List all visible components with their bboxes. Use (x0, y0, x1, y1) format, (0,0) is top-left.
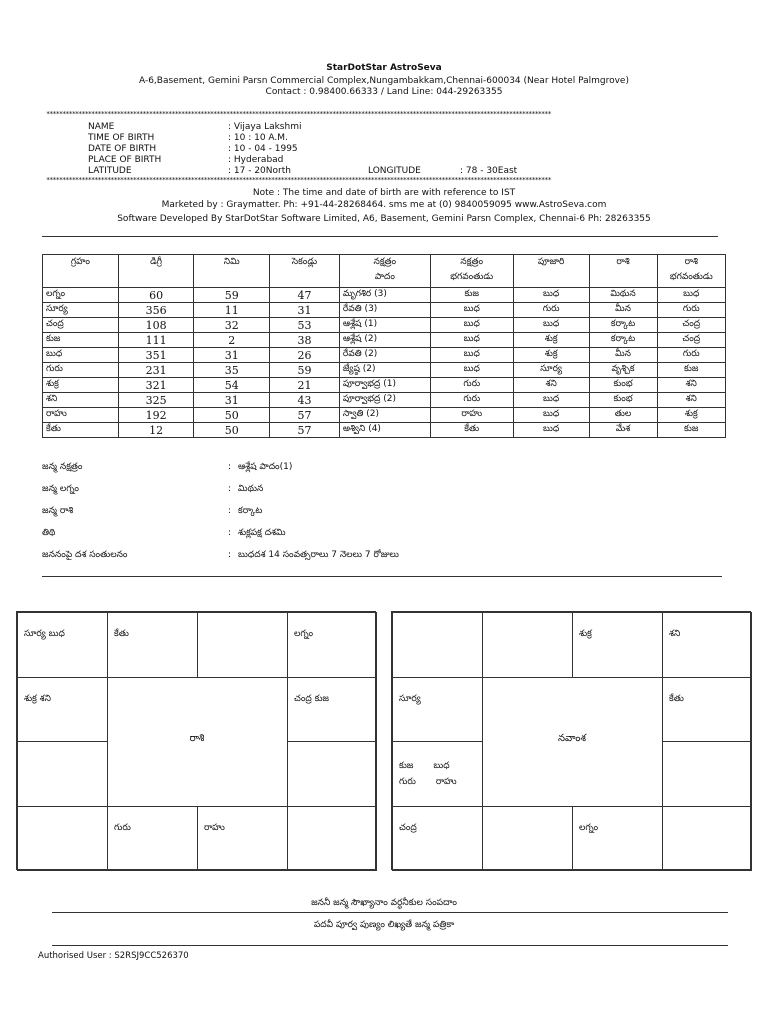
table-cell: 57 (270, 423, 340, 438)
authorised-user: Authorised User : S2RSJ9CC526370 (38, 951, 189, 961)
summary-colon: : (228, 462, 232, 472)
table-cell: కర్కాట (589, 333, 657, 348)
column-header: నిమి (194, 255, 270, 288)
summary-label: జననంపై దశ సంతులనం (42, 550, 128, 560)
table-cell: బుధ (657, 288, 725, 303)
table-cell: రాహు (430, 408, 513, 423)
table-cell: 111 (118, 333, 194, 348)
rasi-house-7 (17, 741, 108, 807)
divider (42, 236, 718, 237)
table-cell: శుక్ర (513, 333, 589, 348)
table-cell: మీన (589, 348, 657, 363)
table-cell: బుధ (430, 363, 513, 378)
rasi-chart (16, 611, 376, 870)
table-cell: 31 (194, 393, 270, 408)
divider (52, 912, 728, 913)
summary-colon: : (228, 484, 232, 494)
rasi-house-5: శుక్ర శని (17, 677, 108, 742)
column-header: నక్షత్రం భగవంతుడు (430, 255, 513, 288)
lon-label: LONGITUDE (368, 166, 421, 176)
divider (42, 576, 722, 577)
table-cell: బుధ (513, 393, 589, 408)
summary-label: జన్మ రాశి (42, 506, 74, 516)
table-row (43, 423, 726, 438)
navamsa-house-9: చంద్ర (392, 806, 483, 871)
table-cell: సూర్య (43, 303, 119, 318)
sloka-line-1: జననీ జన్మ సౌఖ్యానాం వర్ధనీకుల సంపదాం (311, 898, 457, 908)
column-header: పూజారి (513, 255, 589, 288)
rasi-title: రాశి (189, 733, 205, 744)
table-cell: మిథున (589, 288, 657, 303)
table-cell: శుక్ర (513, 348, 589, 363)
name-value: : Vijaya Lakshmi (228, 122, 302, 132)
table-cell: 21 (270, 378, 340, 393)
table-cell: తుల (589, 408, 657, 423)
table-cell: 108 (118, 318, 194, 333)
rasi-house-2: కేతు (107, 612, 198, 678)
separator-bottom: ************************************************************************************************************************************************************* (46, 176, 551, 184)
table-cell: గురు (657, 348, 725, 363)
table-cell: గురు (430, 393, 513, 408)
table-cell: ఆశ్లేష (2) (339, 333, 430, 348)
marketed-by: Marketed by : Graymatter. Ph: +91-44-28268464. sms me at (0) 9840059095 www.AstroSeva.com (161, 200, 607, 210)
table-cell: 321 (118, 378, 194, 393)
tob-label: TIME OF BIRTH (88, 133, 155, 143)
table-cell: 57 (270, 408, 340, 423)
table-cell: బుధ (513, 423, 589, 438)
table-cell: శని (657, 393, 725, 408)
company-address: A-6,Basement, Gemini Parsn Commercial Complex,Nungambakkam,Chennai-600034 (Near Hotel Palmgrove) (139, 76, 629, 86)
divider (52, 945, 728, 946)
table-cell: మేశ (589, 423, 657, 438)
table-cell: మృగశిర (3) (339, 288, 430, 303)
summary-label: జన్మ లగ్నం (42, 484, 79, 494)
table-cell: 192 (118, 408, 194, 423)
table-cell: 60 (118, 288, 194, 303)
navamsa-title: నవాంశ (558, 733, 586, 744)
table-cell: 31 (194, 348, 270, 363)
table-cell: 47 (270, 288, 340, 303)
table-cell: పూర్వాభద్ర (2) (339, 393, 430, 408)
table-cell: 231 (118, 363, 194, 378)
pob-label: PLACE OF BIRTH (88, 155, 162, 165)
navamsa-house-10 (482, 806, 573, 871)
navamsa-house-6: కేతు (662, 677, 752, 742)
table-cell: 325 (118, 393, 194, 408)
table-cell: బుధ (430, 303, 513, 318)
table-cell: 11 (194, 303, 270, 318)
rasi-house-4: లగ్నం (287, 612, 377, 678)
table-cell: బుధ (43, 348, 119, 363)
table-cell: 32 (194, 318, 270, 333)
navamsa-house-3: శుక్ర (572, 612, 663, 678)
table-cell: లగ్నం (43, 288, 119, 303)
lat-value: : 17 - 20North (228, 166, 291, 176)
table-cell: గురు (43, 363, 119, 378)
table-cell: 59 (270, 363, 340, 378)
table-cell: వృశ్చిక (589, 363, 657, 378)
table-cell: చంద్ర (43, 318, 119, 333)
table-cell: కుజ (430, 288, 513, 303)
summary-value: మిథున (238, 484, 264, 494)
table-cell: గురు (657, 303, 725, 318)
table-cell: బుధ (430, 318, 513, 333)
table-row (43, 378, 726, 393)
navamsa-house-8 (662, 741, 752, 807)
table-cell: 351 (118, 348, 194, 363)
rasi-house-3 (197, 612, 288, 678)
sloka-line-2: పదవీ పూర్వ పుణ్యం లిఖ్యతే జన్మ పత్రికా (313, 920, 455, 930)
table-cell: కుజ (43, 333, 119, 348)
summary-colon: : (228, 506, 232, 516)
software-credit: Software Developed By StarDotStar Software Limited, A6, Basement, Gemini Parsn Complex, Chennai-6 Ph: 28263355 (117, 214, 651, 224)
column-header: గ్రహం (43, 255, 119, 288)
table-cell: శుక్ర (657, 408, 725, 423)
table-cell: కుజ (657, 363, 725, 378)
table-cell: జ్యేష్ఠ (2) (339, 363, 430, 378)
table-row (43, 393, 726, 408)
table-cell: బుధ (430, 348, 513, 363)
table-row (43, 333, 726, 348)
table-cell: శని (657, 378, 725, 393)
table-cell: కేతు (43, 423, 119, 438)
summary-colon: : (228, 550, 232, 560)
table-cell: చంద్ర (657, 333, 725, 348)
table-cell: బుధ (430, 333, 513, 348)
column-header: డిగ్రీ (118, 255, 194, 288)
navamsa-house-4: శని (662, 612, 752, 678)
planet-position-table (42, 254, 726, 438)
rasi-house-6: చంద్ర కుజ (287, 677, 377, 742)
table-cell: ఆశ్లేష (1) (339, 318, 430, 333)
table-cell: సూర్య (513, 363, 589, 378)
lon-value: : 78 - 30East (460, 166, 518, 176)
rasi-house-9 (17, 806, 108, 871)
dob-value: : 10 - 04 - 1995 (228, 144, 298, 154)
summary-value: బుధదశ 14 సంవత్సరాలు 7 నెలలు 7 రోజులు (238, 550, 399, 560)
pob-value: : Hyderabad (228, 155, 284, 165)
column-header: నక్షత్రం పాదం (339, 255, 430, 288)
table-cell: రేవతి (2) (339, 348, 430, 363)
navamsa-house-5: సూర్య (392, 677, 483, 742)
table-cell: కుంభ (589, 378, 657, 393)
table-row (43, 408, 726, 423)
column-header: సెకండ్లు (270, 255, 340, 288)
rasi-house-11: రాహు (197, 806, 288, 871)
table-row (43, 363, 726, 378)
navamsa-house-11: లగ్నం (572, 806, 663, 871)
table-row (43, 348, 726, 363)
table-cell: శని (43, 393, 119, 408)
table-cell: కేతు (430, 423, 513, 438)
rasi-house-1: సూర్య బుధ (17, 612, 108, 678)
table-cell: 50 (194, 423, 270, 438)
table-cell: 26 (270, 348, 340, 363)
table-cell: బుధ (513, 408, 589, 423)
table-row (43, 288, 726, 303)
dob-label: DATE OF BIRTH (88, 144, 157, 154)
table-cell: కుజ (657, 423, 725, 438)
tob-value: : 10 : 10 A.M. (228, 133, 288, 143)
summary-value: శుక్లపక్ష దశమి (238, 528, 286, 538)
table-cell: 35 (194, 363, 270, 378)
table-cell: 38 (270, 333, 340, 348)
navamsa-house-12 (662, 806, 752, 871)
table-row (43, 318, 726, 333)
summary-value: ఆశ్లేష పాదం(1) (238, 462, 293, 472)
table-cell: శని (513, 378, 589, 393)
table-cell: 59 (194, 288, 270, 303)
rasi-house-10: గురు (107, 806, 198, 871)
table-cell: అశ్విని (4) (339, 423, 430, 438)
table-cell: శుక్ర (43, 378, 119, 393)
table-cell: బుధ (513, 318, 589, 333)
table-cell: చంద్ర (657, 318, 725, 333)
rasi-house-8 (287, 741, 377, 807)
column-header: రాశి (589, 255, 657, 288)
ist-note: Note : The time and date of birth are with reference to IST (252, 188, 516, 198)
table-cell: రేవతి (3) (339, 303, 430, 318)
table-cell: మీన (589, 303, 657, 318)
separator-top: ************************************************************************************************************************************************************* (46, 110, 551, 118)
navamsa-house-1 (392, 612, 483, 678)
lat-label: LATITUDE (88, 166, 132, 176)
table-cell: 31 (270, 303, 340, 318)
table-cell: 50 (194, 408, 270, 423)
table-cell: పూర్వాభద్ర (1) (339, 378, 430, 393)
column-header: రాశి భగవంతుడు (657, 255, 725, 288)
table-cell: 43 (270, 393, 340, 408)
summary-value: కర్కాట (238, 506, 263, 516)
table-cell: గురు (430, 378, 513, 393)
name-label: NAME (88, 122, 115, 132)
table-cell: గురు (513, 303, 589, 318)
table-cell: స్వాతి (2) (339, 408, 430, 423)
summary-label: తిథి (42, 528, 56, 538)
table-cell: రాహు (43, 408, 119, 423)
table-row (43, 303, 726, 318)
company-contact: Contact : 0.98400.66333 / Land Line: 044-29263355 (265, 87, 503, 97)
table-cell: 356 (118, 303, 194, 318)
table-cell: 53 (270, 318, 340, 333)
rasi-house-12 (287, 806, 377, 871)
company-name: StarDotStar AstroSeva (326, 63, 442, 73)
summary-colon: : (228, 528, 232, 538)
table-cell: బుధ (513, 288, 589, 303)
table-cell: 54 (194, 378, 270, 393)
table-cell: కుంభ (589, 393, 657, 408)
navamsa-house-2 (482, 612, 573, 678)
table-header-row (43, 255, 726, 288)
table-cell: 12 (118, 423, 194, 438)
navamsa-house-7: కుజ బుధ గురు రాహు (392, 741, 483, 807)
navamsa-chart (391, 611, 751, 870)
summary-label: జన్మ నక్షత్రం (42, 462, 83, 472)
table-cell: కర్కాట (589, 318, 657, 333)
table-cell: 2 (194, 333, 270, 348)
